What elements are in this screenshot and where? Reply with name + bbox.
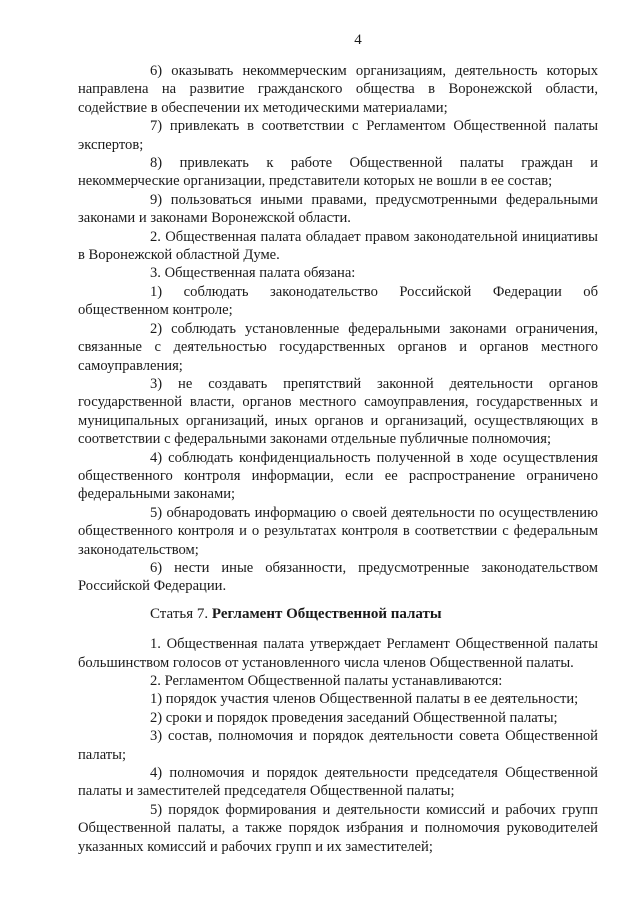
paragraph: 1. Общественная палата утверждает Регламент Общественной палаты большинством голосов от установленного числа членов Общественной палаты. xyxy=(78,636,598,671)
paragraph: 3. Общественная палата обязана: xyxy=(150,265,356,282)
paragraph: 7) привлекать в соответствии с Регламентом Общественной палаты экспертов; xyxy=(78,118,598,153)
paragraph: 1) соблюдать законодательство Российской Федерации об общественном контроле; xyxy=(78,283,598,319)
paragraph: 5) порядок формирования и деятельности комиссий и рабочих групп Общественной палаты, а также порядок избрания и полномочия руководителей указанных комиссий и рабочих групп и их заместителей; xyxy=(78,801,598,855)
paragraph: 4) полномочия и порядок деятельности председателя Общественной палаты и заместителей председателя Общественной палаты; xyxy=(78,765,598,800)
paragraph: 8) привлекать к работе Общественной палаты граждан и некоммерческие организации, представители которых не вошли в ее состав; xyxy=(78,155,598,190)
article-title: Регламент Общественной палаты xyxy=(211,605,442,622)
article-heading xyxy=(78,605,598,623)
paragraph: 3) состав, полномочия и порядок деятельности совета Общественной палаты; xyxy=(78,728,598,763)
paragraph: 3) не создавать препятствий законной деятельности органов государственной власти, органов местного самоуправления, государственных и муниципальных организаций, иных органов и организаций, осуществляющих в соответствии с федеральными законами отдельные публичные полномочия; xyxy=(78,375,598,448)
page-number: 4 xyxy=(354,32,362,48)
paragraphs-after-section xyxy=(78,635,598,856)
paragraph: 6) нести иные обязанности, предусмотренные законодательством Российской Федерации. xyxy=(78,559,598,595)
paragraph: 2. Регламентом Общественной палаты устанавливаются: xyxy=(150,673,503,689)
paragraph: 9) пользоваться иными правами, предусмотренными федеральными законами и законами Воронежской области. xyxy=(78,191,598,227)
paragraph: 4) соблюдать конфиденциальность полученной в ходе осуществления общественного контроля информации, если ее распространение ограничено федеральными законами; xyxy=(78,449,598,503)
paragraph: 2) соблюдать установленные федеральными законами ограничения, связанные с деятельностью государственных органов и органов местного самоуправления; xyxy=(78,320,598,374)
paragraph: 2) сроки и порядок проведения заседаний Общественной палаты; xyxy=(150,709,558,726)
paragraph: 1) порядок участия членов Общественной палаты в ее деятельности; xyxy=(150,691,579,708)
article-prefix: Статья 7. xyxy=(150,605,209,622)
paragraph: 2. Общественная палата обладает правом законодательной инициативы в Воронежской областной Думе. xyxy=(78,228,598,264)
paragraph: 6) оказывать некоммерческим организациям, деятельность которых направлена на развитие гражданского общества в Воронежской области, содействие в обеспечении их методическими материалами; xyxy=(78,63,598,116)
paragraphs-before-section xyxy=(78,62,598,596)
paragraph: 5) обнародовать информацию о своей деятельности по осуществлению общественного контроля и о результатах контроля в соответствии с федеральным законодательством; xyxy=(78,504,598,558)
